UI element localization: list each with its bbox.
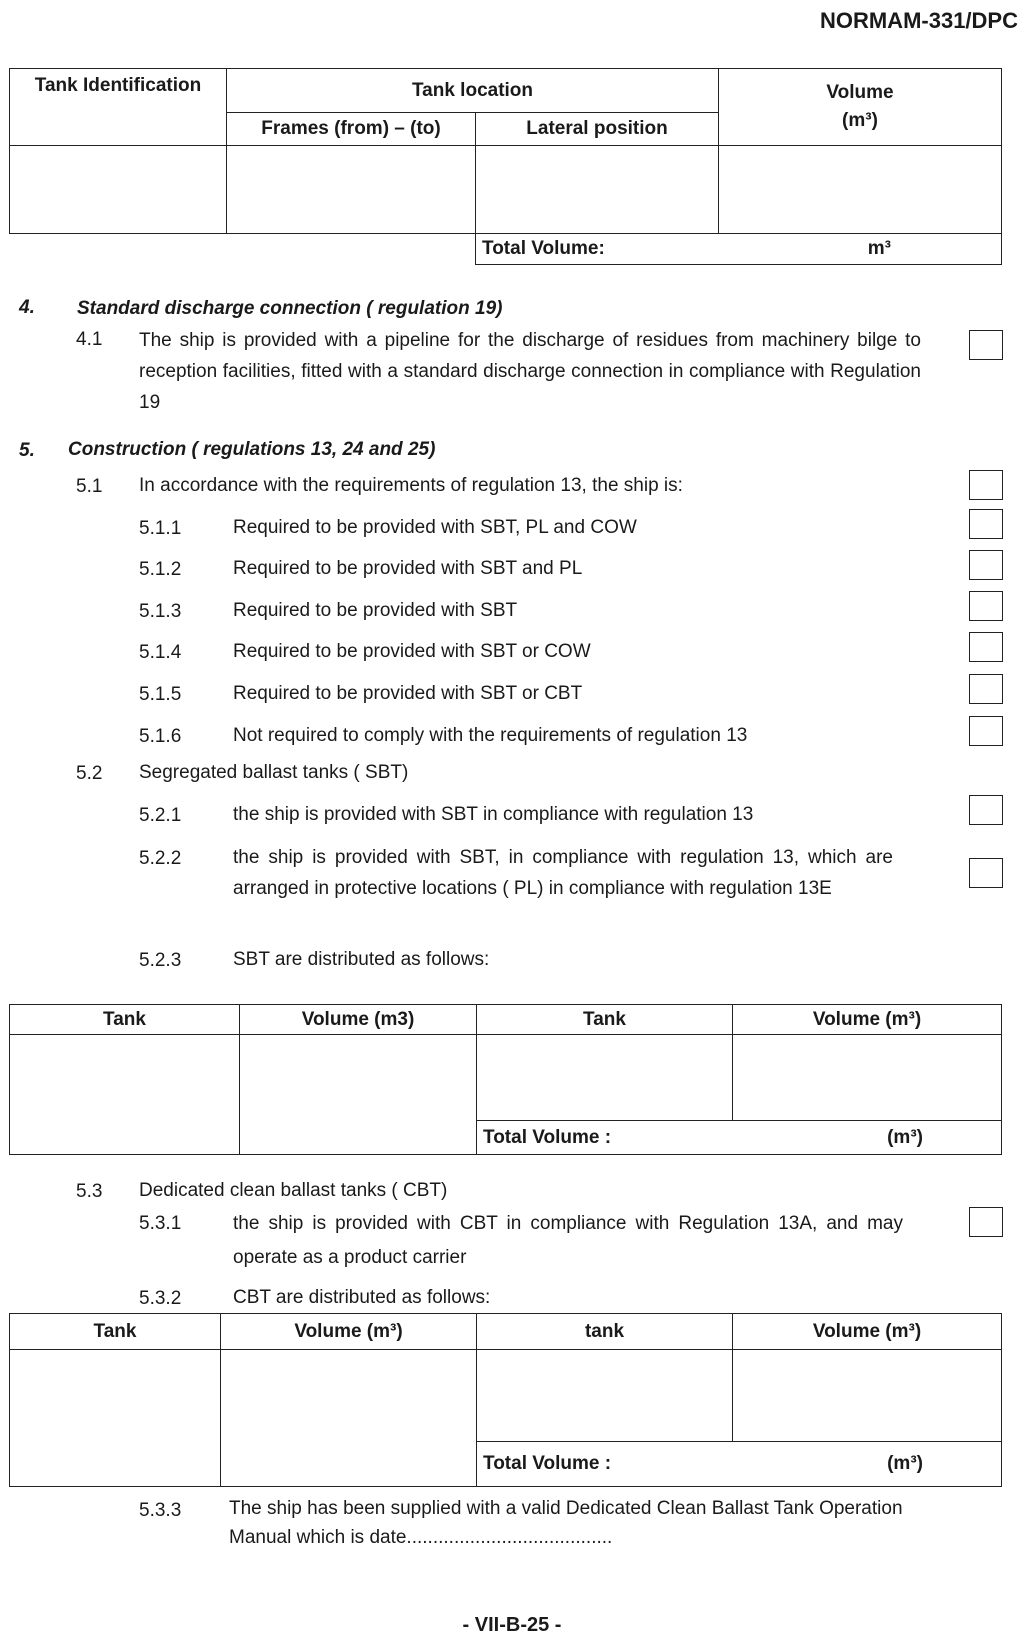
tank-location-table	[9, 68, 1002, 265]
item-5-2-2-number: 5.2.2	[139, 848, 182, 869]
section-4-number: 4.	[19, 297, 35, 318]
item-5-1-4-text: Required to be provided with SBT or COW	[233, 641, 591, 662]
sbt-distribution-table	[9, 1004, 1002, 1155]
item-5-1-6-number: 5.1.6	[139, 726, 182, 747]
item-5-1-2-number: 5.1.2	[139, 559, 182, 580]
item-5-1-number: 5.1	[76, 476, 103, 497]
page-number: - VII-B-25 -	[462, 1614, 562, 1636]
total-volume-unit: m³	[867, 238, 891, 259]
checkbox-4-1[interactable]	[969, 330, 1003, 360]
item-5-2-3-text: SBT are distributed as follows:	[233, 949, 490, 970]
item-5-3-1-number: 5.3.1	[139, 1213, 182, 1234]
checkbox-5-1[interactable]	[969, 470, 1003, 500]
item-5-1-2-text: Required to be provided with SBT and PL	[233, 558, 583, 579]
sbt-col-header-tank-2: Tank	[477, 1005, 733, 1035]
sbt-col-header-tank: Tank	[10, 1005, 240, 1035]
item-5-1-3-number: 5.1.3	[139, 601, 182, 622]
total-volume-row[interactable]	[476, 234, 1002, 265]
sbt-volume-entry-2[interactable]	[733, 1035, 1002, 1121]
cbt-tank-entry[interactable]	[10, 1350, 221, 1487]
cbt-tank-entry-2[interactable]	[477, 1350, 733, 1442]
total-volume-label: Total Volume:	[482, 238, 605, 259]
checkbox-5-1-4[interactable]	[969, 632, 1003, 662]
lateral-position-entry[interactable]	[476, 146, 719, 234]
cbt-col-header-tank-2: tank	[477, 1314, 733, 1350]
item-5-1-1-text: Required to be provided with SBT, PL and COW	[233, 517, 637, 538]
item-5-1-text: In accordance with the requirements of regulation 13, the ship is:	[139, 475, 683, 496]
sbt-volume-entry[interactable]	[240, 1035, 477, 1155]
col-header-volume	[719, 69, 1002, 146]
cbt-col-header-volume: Volume (m³)	[221, 1314, 477, 1350]
item-5-2-1-text: the ship is provided with SBT in compliance with regulation 13	[233, 804, 754, 825]
item-5-2-number: 5.2	[76, 763, 103, 784]
item-5-3-number: 5.3	[76, 1181, 103, 1202]
item-5-2-3-number: 5.2.3	[139, 950, 182, 971]
item-4-1-number: 4.1	[76, 329, 103, 350]
checkbox-5-2-1[interactable]	[969, 795, 1003, 825]
document-id: NORMAM-331/DPC	[819, 8, 1018, 33]
sbt-col-header-volume-2: Volume (m³)	[733, 1005, 1002, 1035]
item-5-3-2-number: 5.3.2	[139, 1288, 182, 1309]
volume-unit: (m³)	[842, 110, 878, 131]
sbt-col-header-volume: Volume (m3)	[240, 1005, 477, 1035]
section-5-title: Construction ( regulations 13, 24 and 25)	[68, 439, 436, 460]
checkbox-5-3-1[interactable]	[969, 1207, 1003, 1237]
item-5-1-1-number: 5.1.1	[139, 518, 182, 539]
item-5-3-1-text: the ship is provided with CBT in compliance with Regulation 13A, and may operate as a product carrier	[233, 1213, 903, 1268]
cbt-distribution-table	[9, 1313, 1002, 1487]
cbt-total-volume-label: Total Volume :	[483, 1453, 612, 1474]
volume-entry[interactable]	[719, 146, 1002, 234]
col-header-lateral-position: Lateral position	[476, 113, 719, 146]
item-5-3-2-text: CBT are distributed as follows:	[233, 1287, 491, 1308]
sbt-tank-entry-2[interactable]	[477, 1035, 733, 1121]
item-5-2-text: Segregated ballast tanks ( SBT)	[139, 762, 409, 783]
tank-id-entry[interactable]	[10, 146, 227, 234]
item-5-1-5-text: Required to be provided with SBT or CBT	[233, 683, 583, 704]
cbt-total-volume-unit: (m³)	[887, 1453, 923, 1474]
item-5-1-6-text: Not required to comply with the requirements of regulation 13	[233, 725, 748, 746]
col-header-tank-location: Tank location	[227, 69, 719, 113]
item-5-1-5-number: 5.1.5	[139, 684, 182, 705]
sbt-tank-entry[interactable]	[10, 1035, 240, 1155]
cbt-col-header-tank: Tank	[10, 1314, 221, 1350]
sbt-total-volume-unit: (m³)	[887, 1126, 923, 1148]
item-5-1-3-text: Required to be provided with SBT	[233, 600, 518, 621]
cbt-total-volume-row[interactable]	[477, 1442, 1002, 1487]
checkbox-5-1-3[interactable]	[969, 591, 1003, 621]
item-5-2-2-text: the ship is provided with SBT, in compliance with regulation 13, which are arranged in protective locations ( PL) in compliance with regulation 13E	[233, 847, 893, 899]
item-5-1-4-number: 5.1.4	[139, 642, 182, 663]
item-4-1-text: The ship is provided with a pipeline for the discharge of residues from machinery bilge to reception facilities, fitted with a standard discharge connection in compliance with Regulation 19	[139, 330, 921, 413]
checkbox-5-1-1[interactable]	[969, 509, 1003, 539]
item-5-3-3-number: 5.3.3	[139, 1500, 182, 1521]
col-header-frames: Frames (from) – (to)	[227, 113, 476, 146]
checkbox-5-1-2[interactable]	[969, 550, 1003, 580]
item-5-2-1-number: 5.2.1	[139, 805, 182, 826]
checkbox-5-1-6[interactable]	[969, 716, 1003, 746]
section-4-title: Standard discharge connection ( regulation 19)	[77, 298, 503, 319]
sbt-total-volume-label: Total Volume :	[483, 1126, 612, 1148]
checkbox-5-1-5[interactable]	[969, 674, 1003, 704]
volume-label: Volume	[826, 82, 894, 103]
checkbox-5-2-2[interactable]	[969, 858, 1003, 888]
section-5-number: 5.	[19, 440, 35, 461]
sbt-total-volume-row[interactable]	[477, 1121, 1002, 1155]
cbt-volume-entry[interactable]	[221, 1350, 477, 1487]
cbt-col-header-volume-2: Volume (m³)	[733, 1314, 1002, 1350]
col-header-tank-identification: Tank Identification	[10, 69, 227, 146]
cbt-volume-entry-2[interactable]	[733, 1350, 1002, 1442]
item-5-3-3-text: The ship has been supplied with a valid Dedicated Clean Ballast Tank Operation Manual which is date.......................................	[229, 1498, 903, 1548]
frames-entry[interactable]	[227, 146, 476, 234]
item-5-3-text: Dedicated clean ballast tanks ( CBT)	[139, 1180, 448, 1201]
